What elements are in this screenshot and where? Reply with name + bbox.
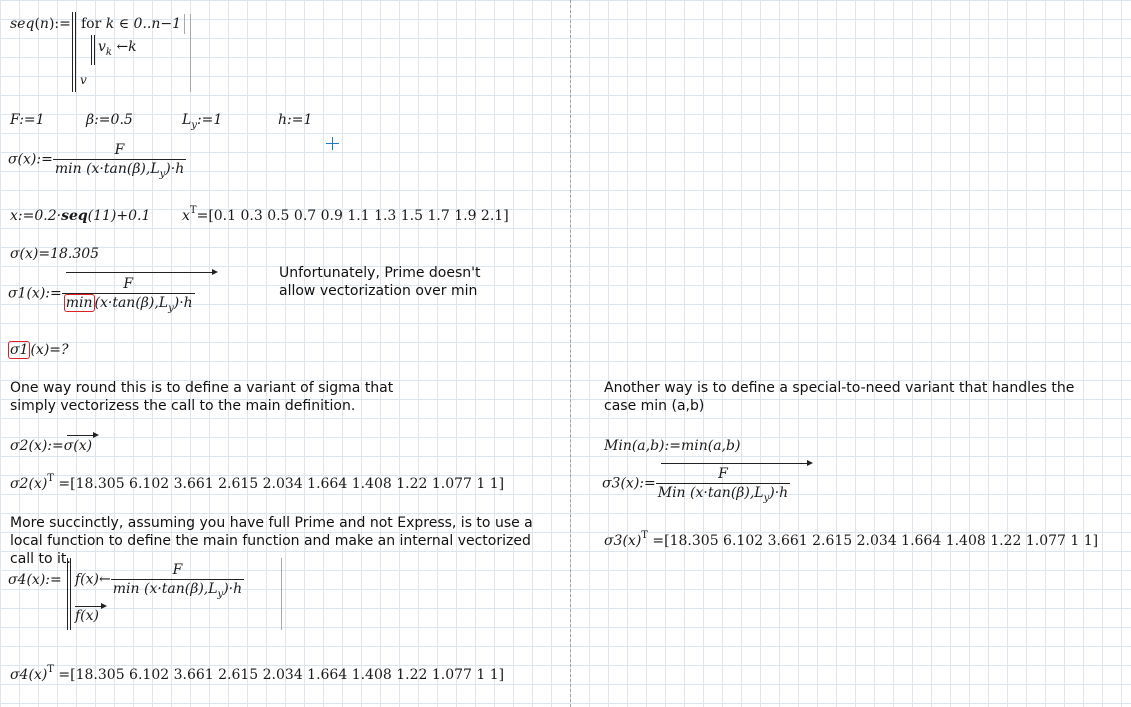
definition-Ly[interactable]: $L_y:=1$: [182, 112, 223, 131]
seq-program-bar-outer: [72, 12, 73, 92]
seq-program-bar-far-right: [190, 14, 191, 92]
text-special-variant: Another way is to define a special-to-need variant that handles the case min (a,b): [604, 380, 1075, 414]
text-variant-explanation: One way round this is to define a variant of sigma that simply vectorizess the call to the main definition.: [10, 380, 394, 414]
sigma1-vectorize-arrow: [66, 272, 216, 273]
seq-loop-body-bar-outer: [91, 35, 92, 65]
sigma4-local-function[interactable]: f(x)← $\frac{F}{\min (x\cdot\tan(\beta),L_y)\cdot h}$: [75, 562, 243, 600]
sigma4-program-bar-inner: [70, 558, 71, 630]
seq-function-definition[interactable]: seq(n):=: [10, 16, 71, 32]
sigma4-vectorize-arrow: [75, 606, 105, 607]
x-transpose-result[interactable]: $x^T=[0.1$ 0.3 0.5 0.7 0.9 1.1 1.3 1.5 1.7 1.9 2.1]: [182, 205, 509, 224]
sigma-definition[interactable]: σ(x):= $\frac{F}{\min (x\cdot\tan(\beta),L_y)\cdot h}$: [8, 142, 185, 180]
sigma4-definition-label[interactable]: σ4(x):=: [8, 572, 62, 588]
sigma3-evaluation[interactable]: $\sigma 3(x)^T =[18.305$ 6.102 3.661 2.615 2.034 1.664 1.408 1.22 1.077 1 1]: [604, 530, 1099, 549]
seq-for-loop-header[interactable]: for k ∈ 0..n−1: [81, 16, 181, 32]
sigma2-definition[interactable]: σ2(x):=σ(x): [10, 438, 93, 454]
sigma4-program-bar-outer: [67, 558, 68, 630]
x-definition[interactable]: x:=0.2·seq(11)+0.1: [10, 208, 151, 224]
sigma3-definition[interactable]: σ3(x):= $\frac{F}{Min (x\cdot\tan(\beta),L_y)\cdot h}$: [602, 466, 789, 504]
definition-beta[interactable]: β:=0.5: [86, 112, 133, 128]
definition-h[interactable]: h:=1: [278, 112, 313, 128]
sigma4-vectorized-call[interactable]: f(x): [75, 608, 100, 624]
min-error-highlight[interactable]: min: [65, 295, 93, 311]
page-break-line: [570, 0, 571, 707]
definition-F[interactable]: F:=1: [10, 112, 45, 128]
seq-return-value[interactable]: v: [80, 73, 87, 87]
seq-program-bar-right: [184, 14, 185, 34]
note-vectorization-min: Unfortunately, Prime doesn't allow vectorization over min: [279, 265, 481, 299]
text-local-function: More succinctly, assuming you have full Prime and not Express, is to use a local function to define the main function and make an internal vectorized call to it.: [10, 515, 533, 567]
sigma4-evaluation[interactable]: $\sigma 4(x)^T =[18.305$ 6.102 3.661 2.615 2.034 1.664 1.408 1.22 1.077 1 1]: [10, 664, 505, 683]
sigma4-program-bar-right: [281, 558, 282, 630]
sigma3-vectorize-arrow: [661, 463, 811, 464]
sigma2-evaluation[interactable]: $\sigma 2(x)^T =[18.305$ 6.102 3.661 2.615 2.034 1.664 1.408 1.22 1.077 1 1]: [10, 473, 505, 492]
Min-function-definition[interactable]: Min(a,b):=min(a,b): [604, 438, 741, 454]
sigma-evaluation[interactable]: σ(x)=18.305: [10, 246, 100, 262]
seq-loop-body[interactable]: $v_k$ ←k: [98, 39, 137, 58]
seq-program-bar-inner: [75, 12, 76, 92]
sigma2-vectorize-arrow: [67, 435, 97, 436]
seq-loop-body-bar-inner: [94, 35, 95, 65]
sigma1-definition[interactable]: σ1(x):= $\frac{F}{\min (x\cdot\tan(\beta),L_y)\cdot h}$: [8, 276, 193, 314]
sigma1-evaluation-error[interactable]: σ1 (x)=?: [10, 342, 69, 358]
crosshair-cursor-icon: [326, 137, 339, 150]
